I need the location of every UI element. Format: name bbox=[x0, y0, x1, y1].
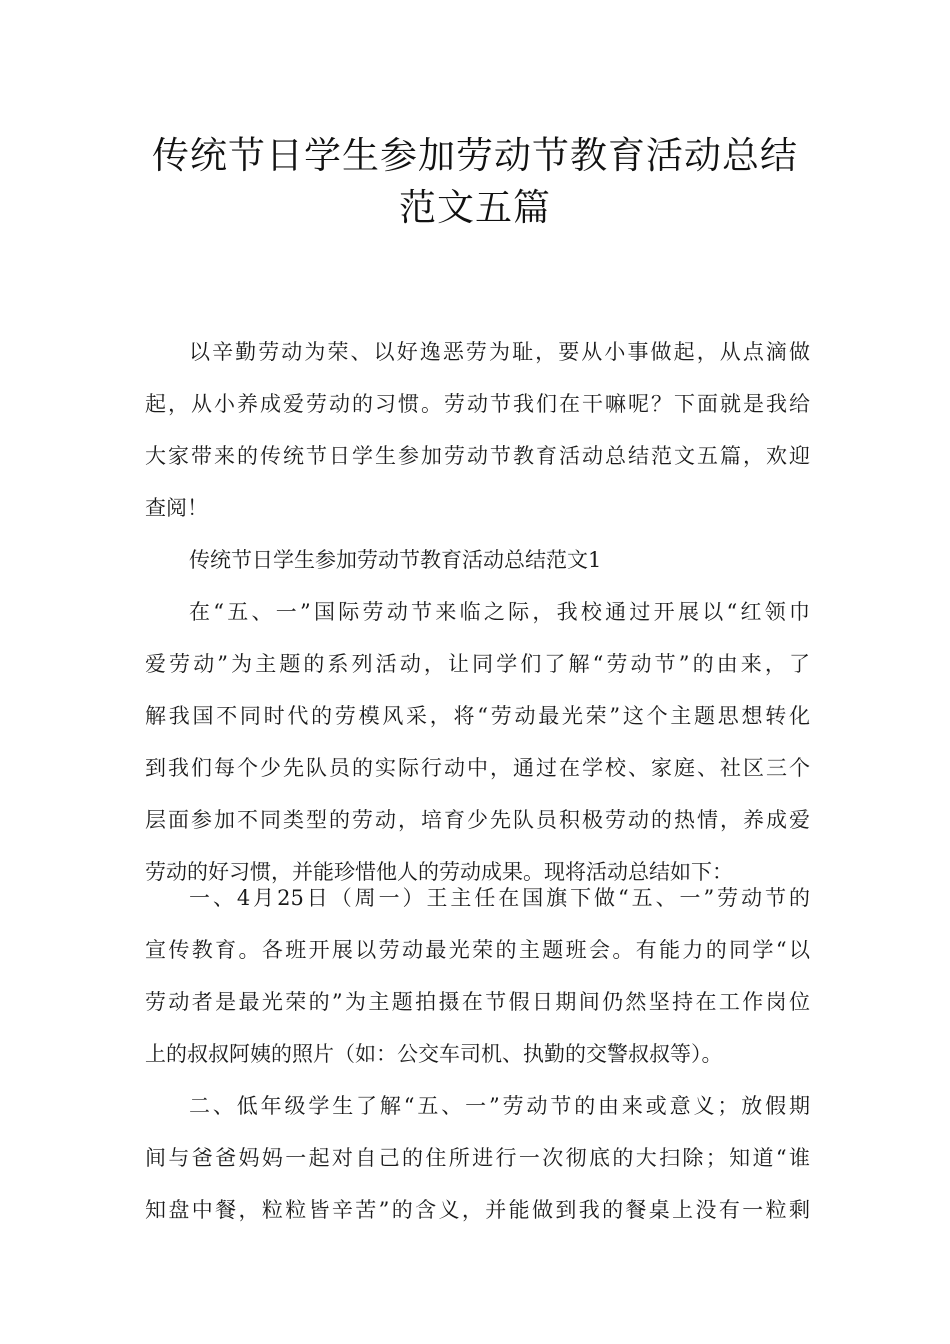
paragraph-line: 知盘中餐，粒粒皆辛苦”的含义，并能做到我的餐桌上没有一粒剩 bbox=[145, 1198, 810, 1222]
paragraph-line: 层面参加不同类型的劳动，培育少先队员积极劳动的热情，养成爱 bbox=[145, 808, 810, 832]
body-paragraph-2 bbox=[145, 872, 810, 1080]
paragraph-line: 在“五、一”国际劳动节来临之际，我校通过开展以“红领巾 bbox=[189, 600, 810, 624]
paragraph-line: 爱劳动”为主题的系列活动，让同学们了解“劳动节”的由来，了 bbox=[145, 652, 810, 676]
section-heading bbox=[145, 534, 810, 586]
paragraph-line: 劳动的好习惯，并能珍惜他人的劳动成果。现将活动总结如下： bbox=[145, 860, 733, 884]
body-paragraph-3 bbox=[145, 1080, 810, 1236]
paragraph-line: 起，从小养成爱劳动的习惯。劳动节我们在干嘛呢？下面就是我给 bbox=[145, 392, 810, 416]
document-title-line-2: 范文五篇 bbox=[399, 186, 551, 229]
paragraph-line: 到我们每个少先队员的实际行动中，通过在学校、家庭、社区三个 bbox=[145, 756, 810, 780]
paragraph-line: 劳动者是最光荣的”为主题拍摄在节假日期间仍然坚持在工作岗位 bbox=[145, 990, 810, 1014]
paragraph-line: 以辛勤劳动为荣、以好逸恶劳为耻，要从小事做起，从点滴做 bbox=[189, 340, 810, 364]
paragraph-line: 查阅！ bbox=[145, 496, 208, 520]
paragraph-line: 间与爸爸妈妈一起对自己的住所进行一次彻底的大扫除；知道“谁 bbox=[145, 1146, 810, 1170]
body-paragraph-1 bbox=[145, 586, 810, 898]
intro-paragraph bbox=[145, 326, 810, 534]
document-title-line-1: 传统节日学生参加劳动节教育活动总结 bbox=[152, 134, 798, 177]
paragraph-line: 一、4月25日（周一）王主任在国旗下做“五、一”劳动节的 bbox=[189, 886, 810, 910]
paragraph-line: 解我国不同时代的劳模风采，将“劳动最光荣”这个主题思想转化 bbox=[145, 704, 810, 728]
paragraph-line: 大家带来的传统节日学生参加劳动节教育活动总结范文五篇，欢迎 bbox=[145, 444, 810, 468]
paragraph-line: 上的叔叔阿姨的照片（如：公交车司机、执勤的交警叔叔等）。 bbox=[145, 1042, 723, 1066]
paragraph-line: 宣传教育。各班开展以劳动最光荣的主题班会。有能力的同学“以 bbox=[145, 938, 810, 962]
section-heading-text: 传统节日学生参加劳动节教育活动总结范文1 bbox=[189, 548, 602, 572]
paragraph-line: 二、低年级学生了解“五、一”劳动节的由来或意义；放假期 bbox=[189, 1094, 810, 1118]
